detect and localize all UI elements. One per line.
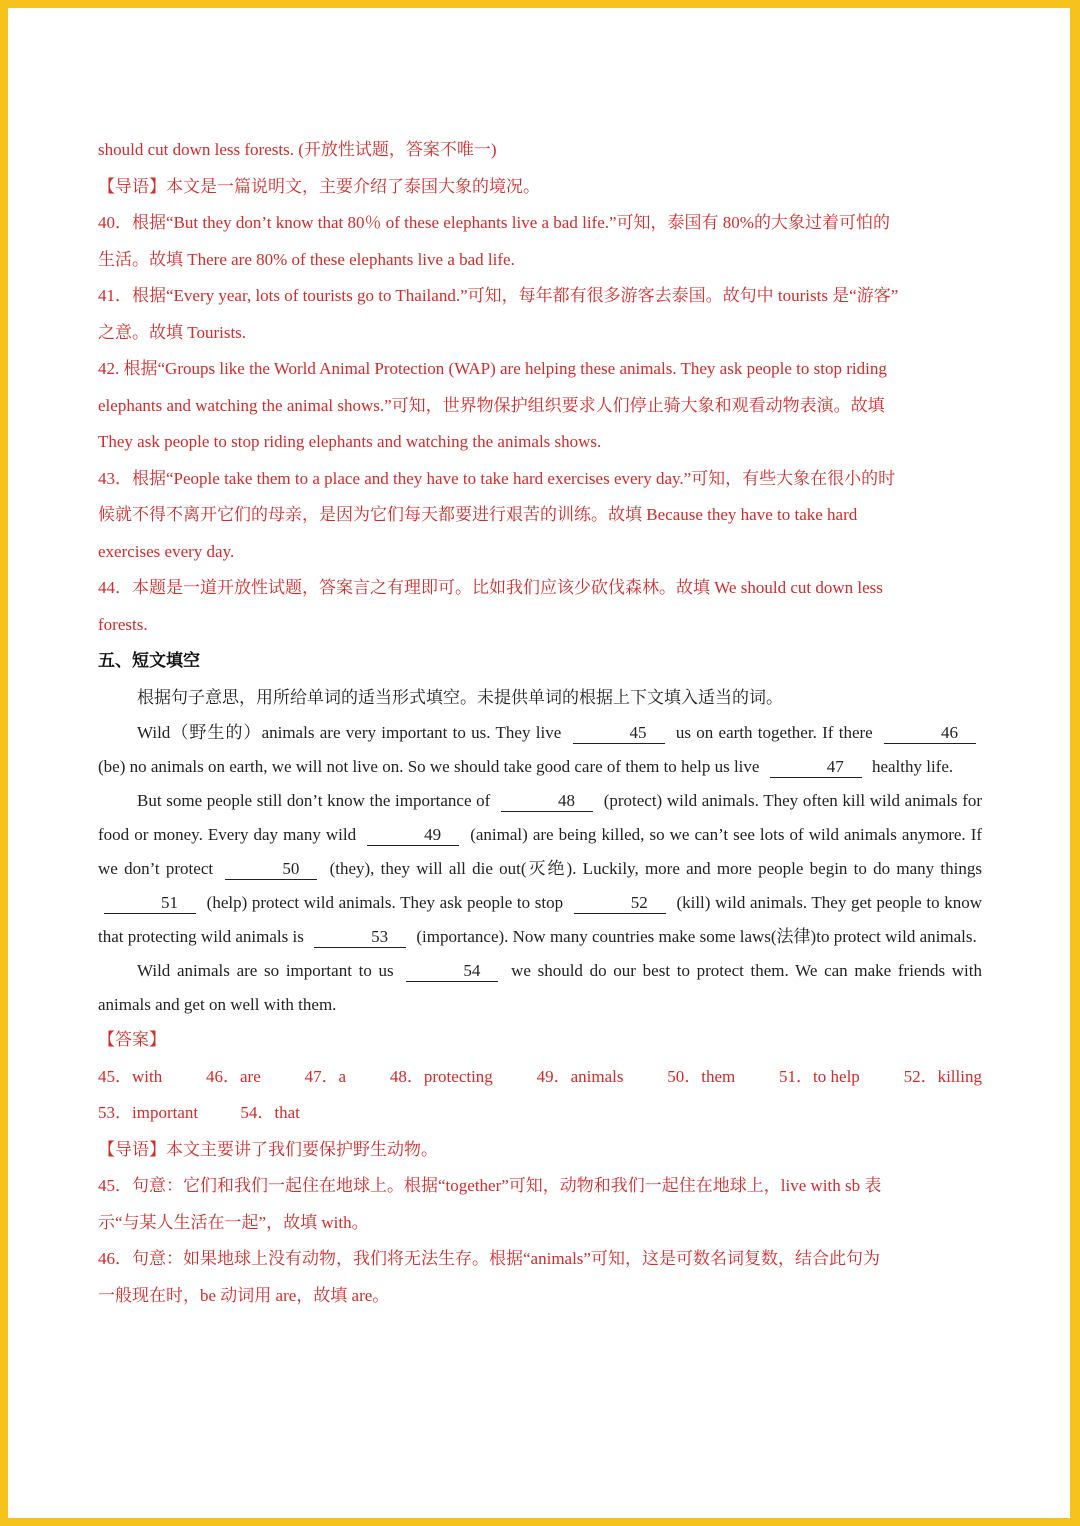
blank-53: 53 bbox=[314, 927, 406, 948]
blank-54: 54 bbox=[406, 961, 498, 982]
explanation-line: forests. bbox=[98, 614, 148, 634]
explanation-line: 示“与某人生活在一起”，故填 with。 bbox=[98, 1212, 369, 1232]
passage-text: (animal) are being killed, so we can’t see lots of wild animals anymore. If we don’t protect bbox=[98, 825, 983, 878]
answer-item: 52．killing bbox=[903, 1066, 982, 1086]
explanation-45 bbox=[98, 1168, 982, 1241]
passage-text: healthy life. bbox=[871, 757, 954, 776]
blank-49: 49 bbox=[367, 825, 459, 846]
passage-text: we should do our best to protect them. We can make friends with animals and get on well with them. bbox=[98, 961, 983, 1014]
section-title: 五、短文填空 bbox=[98, 651, 200, 671]
blank-45: 45 bbox=[573, 723, 665, 744]
intro-2-tag: 【导语】 bbox=[98, 1139, 166, 1159]
explanation-line: 生活。故填 There are 80% of these elephants live a bad life. bbox=[98, 249, 515, 269]
explanation-line: 一般现在时，be 动词用 are，故填 are。 bbox=[98, 1285, 390, 1305]
blank-51: 51 bbox=[104, 893, 196, 914]
explanation-line: 41．根据“Every year, lots of tourists go to Thailand.”可知，每年都有很多游客去泰国。故句中 tourists 是“游客” bbox=[98, 286, 899, 305]
answer-item: 45．with bbox=[98, 1066, 163, 1086]
blank-52: 52 bbox=[574, 893, 666, 914]
passage-text: us on earth together. If there bbox=[675, 723, 873, 742]
answer-item: 49．animals bbox=[536, 1066, 624, 1086]
passage-paragraph-1 bbox=[98, 716, 982, 784]
explanation-44 bbox=[98, 570, 982, 643]
page-content bbox=[98, 132, 982, 1314]
explanation-line: elephants and watching the animal shows.”可知，世界物保护组织要求人们停止骑大象和观看动物表演。故填 bbox=[98, 395, 885, 415]
passage-text: But some people still don’t know the importance of bbox=[137, 791, 491, 810]
explanation-line: 43．根据“People take them to a place and they have to take hard exercises every day.”可知，有些大象在很小的时 bbox=[98, 468, 896, 488]
intro-2-text: 本文主要讲了我们要保护野生动物。 bbox=[166, 1139, 438, 1159]
explanation-line: 40．根据“But they don’t know that 80％ of these elephants live a bad life.”可知，泰国有 80%的大象过着可怕的 bbox=[98, 213, 890, 232]
passage-paragraph-2 bbox=[98, 784, 982, 954]
explanation-line: 候就不得不离开它们的母亲，是因为它们每天都要进行艰苦的训练。故填 Because they have to take hard bbox=[98, 505, 858, 524]
explanation-line: exercises every day. bbox=[98, 541, 235, 561]
explanation-46 bbox=[98, 1241, 982, 1314]
explanation-43 bbox=[98, 461, 982, 571]
answer-row-2 bbox=[98, 1095, 982, 1132]
document-page bbox=[8, 8, 1070, 1518]
passage-text: Wild animals are so important to us bbox=[137, 961, 394, 980]
blank-47: 47 bbox=[770, 757, 862, 778]
blank-50: 50 bbox=[225, 859, 317, 880]
passage-text: (importance). Now many countries make some laws(法律)to protect wild animals. bbox=[416, 927, 977, 946]
intro-1 bbox=[98, 169, 982, 206]
explanation-40 bbox=[98, 205, 982, 278]
answer-item: 54．that bbox=[240, 1103, 300, 1122]
previous-answer-tail: should cut down less forests. (开放性试题，答案不唯一) bbox=[98, 140, 497, 159]
blank-48: 48 bbox=[501, 791, 593, 812]
answer-item: 48．protecting bbox=[389, 1066, 493, 1086]
answer-item: 53．important bbox=[98, 1103, 199, 1122]
passage-text: (protect) wild animals. They often kill wild animals for food or money. Every day many wild bbox=[98, 791, 983, 844]
explanation-line: They ask people to stop riding elephants and watching the animals shows. bbox=[98, 432, 602, 451]
explanation-42 bbox=[98, 351, 982, 461]
intro-2 bbox=[98, 1132, 982, 1169]
blank-46: 46 bbox=[884, 723, 976, 744]
explanation-41 bbox=[98, 278, 982, 351]
intro-1-text: 本文是一篇说明文，主要介绍了泰国大象的境况。 bbox=[166, 176, 540, 196]
explanation-line: 42. 根据“Groups like the World Animal Protection (WAP) are helping these animals. They ask people to stop riding bbox=[98, 359, 887, 378]
answer-item: 50．them bbox=[667, 1066, 736, 1086]
answer-item: 47．a bbox=[304, 1066, 347, 1086]
explanation-line: 46．句意：如果地球上没有动物，我们将无法生存。根据“animals”可知，这是可数名词复数，结合此句为 bbox=[98, 1249, 880, 1268]
intro-1-tag: 【导语】 bbox=[98, 176, 166, 196]
answer-tag: 【答案】 bbox=[98, 1030, 166, 1049]
passage-paragraph-3 bbox=[98, 954, 982, 1022]
instruction: 根据句子意思，用所给单词的适当形式填空。未提供单词的根据上下文填入适当的词。 bbox=[137, 687, 783, 707]
passage-text: (help) protect wild animals. They ask people to stop bbox=[206, 893, 564, 912]
passage-text: (be) no animals on earth, we will not live on. So we should take good care of them to help us live bbox=[98, 757, 760, 776]
answer-item: 51．to help bbox=[779, 1066, 860, 1086]
passage-text: Wild（野生的）animals are very important to us. They live bbox=[137, 723, 562, 742]
explanation-line: 之意。故填 Tourists. bbox=[98, 322, 247, 342]
explanation-line: 44．本题是一道开放性试题，答案言之有理即可。比如我们应该少砍伐森林。故填 We should cut down less bbox=[98, 578, 883, 597]
passage-text: (they), they will all die out(灭绝). Luckily, more and more people begin to do many things bbox=[329, 859, 982, 878]
answer-row-1 bbox=[98, 1059, 982, 1096]
explanation-line: 45．句意：它们和我们一起住在地球上。根据“together”可知，动物和我们一起住在地球上，live with sb 表 bbox=[98, 1176, 882, 1195]
answer-item: 46．are bbox=[206, 1066, 261, 1086]
passage-text: (kill) wild animals. They get people to know that protecting wild animals is bbox=[98, 893, 983, 946]
